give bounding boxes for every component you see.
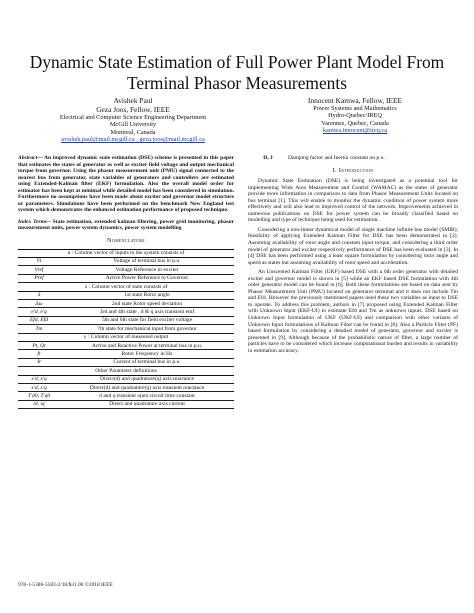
author-name: Avishek Paul — [113, 96, 153, 105]
nomenclature-description: Direct(d) and quadrature(q) axis reactance — [60, 375, 234, 383]
nomenclature-group-header — [18, 249, 234, 257]
author-name: Innocent Kamwa, Fellow, IEEE — [307, 96, 403, 105]
nomenclature-description: 3rd and 4th state , d & q axis transient emf — [60, 308, 234, 316]
nomenclature-group-header — [18, 367, 234, 375]
nomenclature-group-title: y : Column vector of measured output — [18, 333, 234, 341]
nomenclature-row — [18, 316, 234, 324]
index-terms — [18, 219, 234, 232]
nomenclature-description: 2nd state Rotor speed deviation — [60, 300, 234, 308]
nomenclature-symbol: δ — [18, 291, 60, 299]
nomenclature-description: d and q transient open circuit time constant — [60, 392, 234, 400]
nomenclature-symbol: Vt — [18, 257, 60, 265]
nomenclature-row — [18, 274, 234, 282]
nomenclature-symbol: e'd, e'q — [18, 308, 60, 316]
nomenclature-symbol: ft — [18, 350, 60, 358]
nomenclature-continued-row — [248, 155, 458, 162]
paper-title: Dynamic State Estimation of Full Power Plant Model From Terminal Phasor Measurements — [29, 51, 445, 93]
abstract — [18, 155, 234, 214]
author-right — [255, 96, 455, 135]
affiliation-line: Electrical and Computer Science Engineering Department — [59, 114, 207, 121]
nomenclature-heading: Nomenclature — [107, 237, 145, 245]
section-heading-introduction: I. Introduction — [332, 166, 374, 174]
nomenclature-row — [18, 308, 234, 316]
nomenclature-row — [18, 291, 234, 299]
affiliation-line: Hydro-Quebec/IREQ — [328, 112, 382, 120]
nomenclature-table — [18, 249, 234, 410]
abstract-label: Abstract — [18, 155, 38, 161]
left-column — [18, 155, 234, 409]
nomenclature-description: Damping factor and Inertia constant on p.u. — [288, 155, 385, 161]
nomenclature-symbol: T'd0, T'q0 — [18, 392, 60, 400]
nomenclature-row — [18, 400, 234, 408]
nomenclature-row — [18, 375, 234, 383]
nomenclature-group-title: x : Column vector of state consists of — [18, 283, 234, 291]
nomenclature-symbol: id, iq — [18, 400, 60, 408]
author-email-link[interactable]: kamwa.innocent@ireq.ca — [322, 127, 388, 135]
nomenclature-symbol: It — [18, 358, 60, 366]
author-name: Geza Joos, Fellow, IEEE — [96, 105, 170, 114]
nomenclature-row — [18, 266, 234, 274]
nomenclature-description: Active and Reactive Power at terminal bus in p.u. — [60, 342, 234, 350]
nomenclature-symbol: Pt, Qt — [18, 342, 60, 350]
nomenclature-row — [18, 342, 234, 350]
author-email-link[interactable]: avishek.paul@mail.mcgill.ca , geza.joos@mail.mcgill.ca — [61, 136, 205, 144]
nomenclature-symbol: Pref — [18, 274, 60, 282]
affiliation-line: Montreal, Canada — [110, 128, 156, 136]
abstract-text: — An improved dynamic state estimation (DSE) scheme is presented in this paper that estimates the states of generator as well as exciter field voltage and output mechanical torque from governor. Using the phasor measurement unit (PMU) signal connected to the nearest bus from generator, state variables of generators and controllers are estimated using Extended-Kalman filter (EKF) formulation. Also the overall model order for estimator has been kept at minimal while detailed model has been considered in simulation. Furthermore no assumptions have been made about exciter and governor model structure or parameters. Simulations have been performed on the benchmark New England test system which demonstrates the enhanced estimation performance of proposed technique. — [18, 155, 234, 214]
right-column — [248, 155, 458, 357]
nomenclature-description: Rotor Frequency in Hz — [60, 350, 234, 358]
nomenclature-description: Active Power Reference to Governor — [60, 274, 234, 282]
nomenclature-group-title: u : Column vector of inputs to the system consists of — [18, 249, 234, 257]
index-terms-label: Index Terms — [18, 218, 48, 225]
nomenclature-symbol: Vref — [18, 266, 60, 274]
nomenclature-row — [18, 358, 234, 366]
affiliation-line: Power Systems and Mathematics — [313, 105, 397, 112]
nomenclature-symbol: x'd, x'q — [18, 375, 60, 383]
nomenclature-description: 5th and 6th state for field exciter voltage — [60, 316, 234, 324]
author-left — [20, 96, 246, 144]
nomenclature-row — [18, 325, 234, 333]
nomenclature-group-header — [18, 333, 234, 341]
nomenclature-row — [18, 392, 234, 400]
nomenclature-symbol: D, J — [263, 155, 273, 161]
copyright-footer: 978-1-5386-5583-2/18/$31.00 ©2018 IEEE — [18, 582, 113, 588]
nomenclature-row — [18, 384, 234, 392]
body-paragraph: Considering a non-linear dynamical model of single machine infinite bus model (SMIB), feasibility of applying Extended Kalman Filter for DSE has been demonstrated in [2]. Assuming availability of rotor angle and constant input torque, and considering a third order model of generator and exciter respectively performance of DSE has been evaluated in [3]. In [4] DSE has been performed using a least square formulation by considering rotor angle and speed as states but assuming availability of rotor speed and acceleration. — [248, 226, 458, 266]
nomenclature-row — [18, 257, 234, 265]
nomenclature-description: Direct(d) and quadrature(q) axis transient reactance — [60, 384, 234, 392]
affiliation-line: McGill University — [109, 121, 157, 129]
nomenclature-symbol: Tm — [18, 325, 60, 333]
nomenclature-description: Voltage Reference to exciter — [60, 266, 234, 274]
body-paragraph: An Unscented Kalman Filter (UKF) based DSE with a 6th order generator with detailed exciter and governor model is shown in [5] while an EKF based DSE formulation with 4th order generator model can be found in [6]. Both these formulations are based on data sent by Phasor Measurement Unit (PMU) located on generator terminal and it does not include Tm and Efd. However the previously mentioned papers need these two variables as input to DSE to operate. To address this problem, authors in [7] proposed using Extended Kalman Filter with Unknown Input (EKF-UI) to estimate Efd and Tm as unknown inputs. DSE based on Unknown Input formulation of UKF (UKF-UI) and comparison with other variants of Unknown Input formulations of Kalman Filter can be found in [8]. Also a Particle Filter (PF) based formulation by considering a detailed model of generator, governor and exciter is presented in [9]. Although because of the probabilistic nature of filter, a large number of particles have to be considered which increase computational burden and results in variability in estimation accuracy. — [248, 269, 458, 354]
nomenclature-symbol: Δω — [18, 300, 60, 308]
affiliation-line: Varennes, Quebec, Canada — [321, 119, 389, 127]
nomenclature-row — [18, 350, 234, 358]
index-terms-text: -- State estimation, extended kalman filtering, power grid monitoring, phasor measurement units, power system dynamics, power system modelling — [18, 218, 234, 232]
nomenclature-group-header — [18, 283, 234, 291]
nomenclature-description: Current of terminal bus in p.u. — [60, 358, 234, 366]
nomenclature-symbol: x'd, x'q — [18, 384, 60, 392]
nomenclature-description: 1st state Rotor angle — [60, 291, 234, 299]
body-paragraph: Dynamic State Estimation (DSE) is being investigated as a potential tool for implementing Wide Area Measurement and Control (WAMAC) as the states of generator provide more information in comparison to data from Phasor Measurement Units located on bus terminal [1]. This will enable to monitor the dynamic condition of power system more effectively and will also lead to improved control of the network. Improvements achieved in numerous publications on DSE for power system can be broadly classified based on modelling and type of technique being used for estimation. — [248, 178, 458, 224]
nomenclature-group-title: Other Parameter definitions — [18, 367, 234, 375]
nomenclature-description: Voltage of terminal bus in p.u. — [60, 257, 234, 265]
nomenclature-description: 7th state for mechanical input from governor — [60, 325, 234, 333]
nomenclature-symbol: Efd, Efd — [18, 316, 60, 324]
nomenclature-description: Direct and quadrature axis current — [60, 400, 234, 408]
nomenclature-row — [18, 300, 234, 308]
